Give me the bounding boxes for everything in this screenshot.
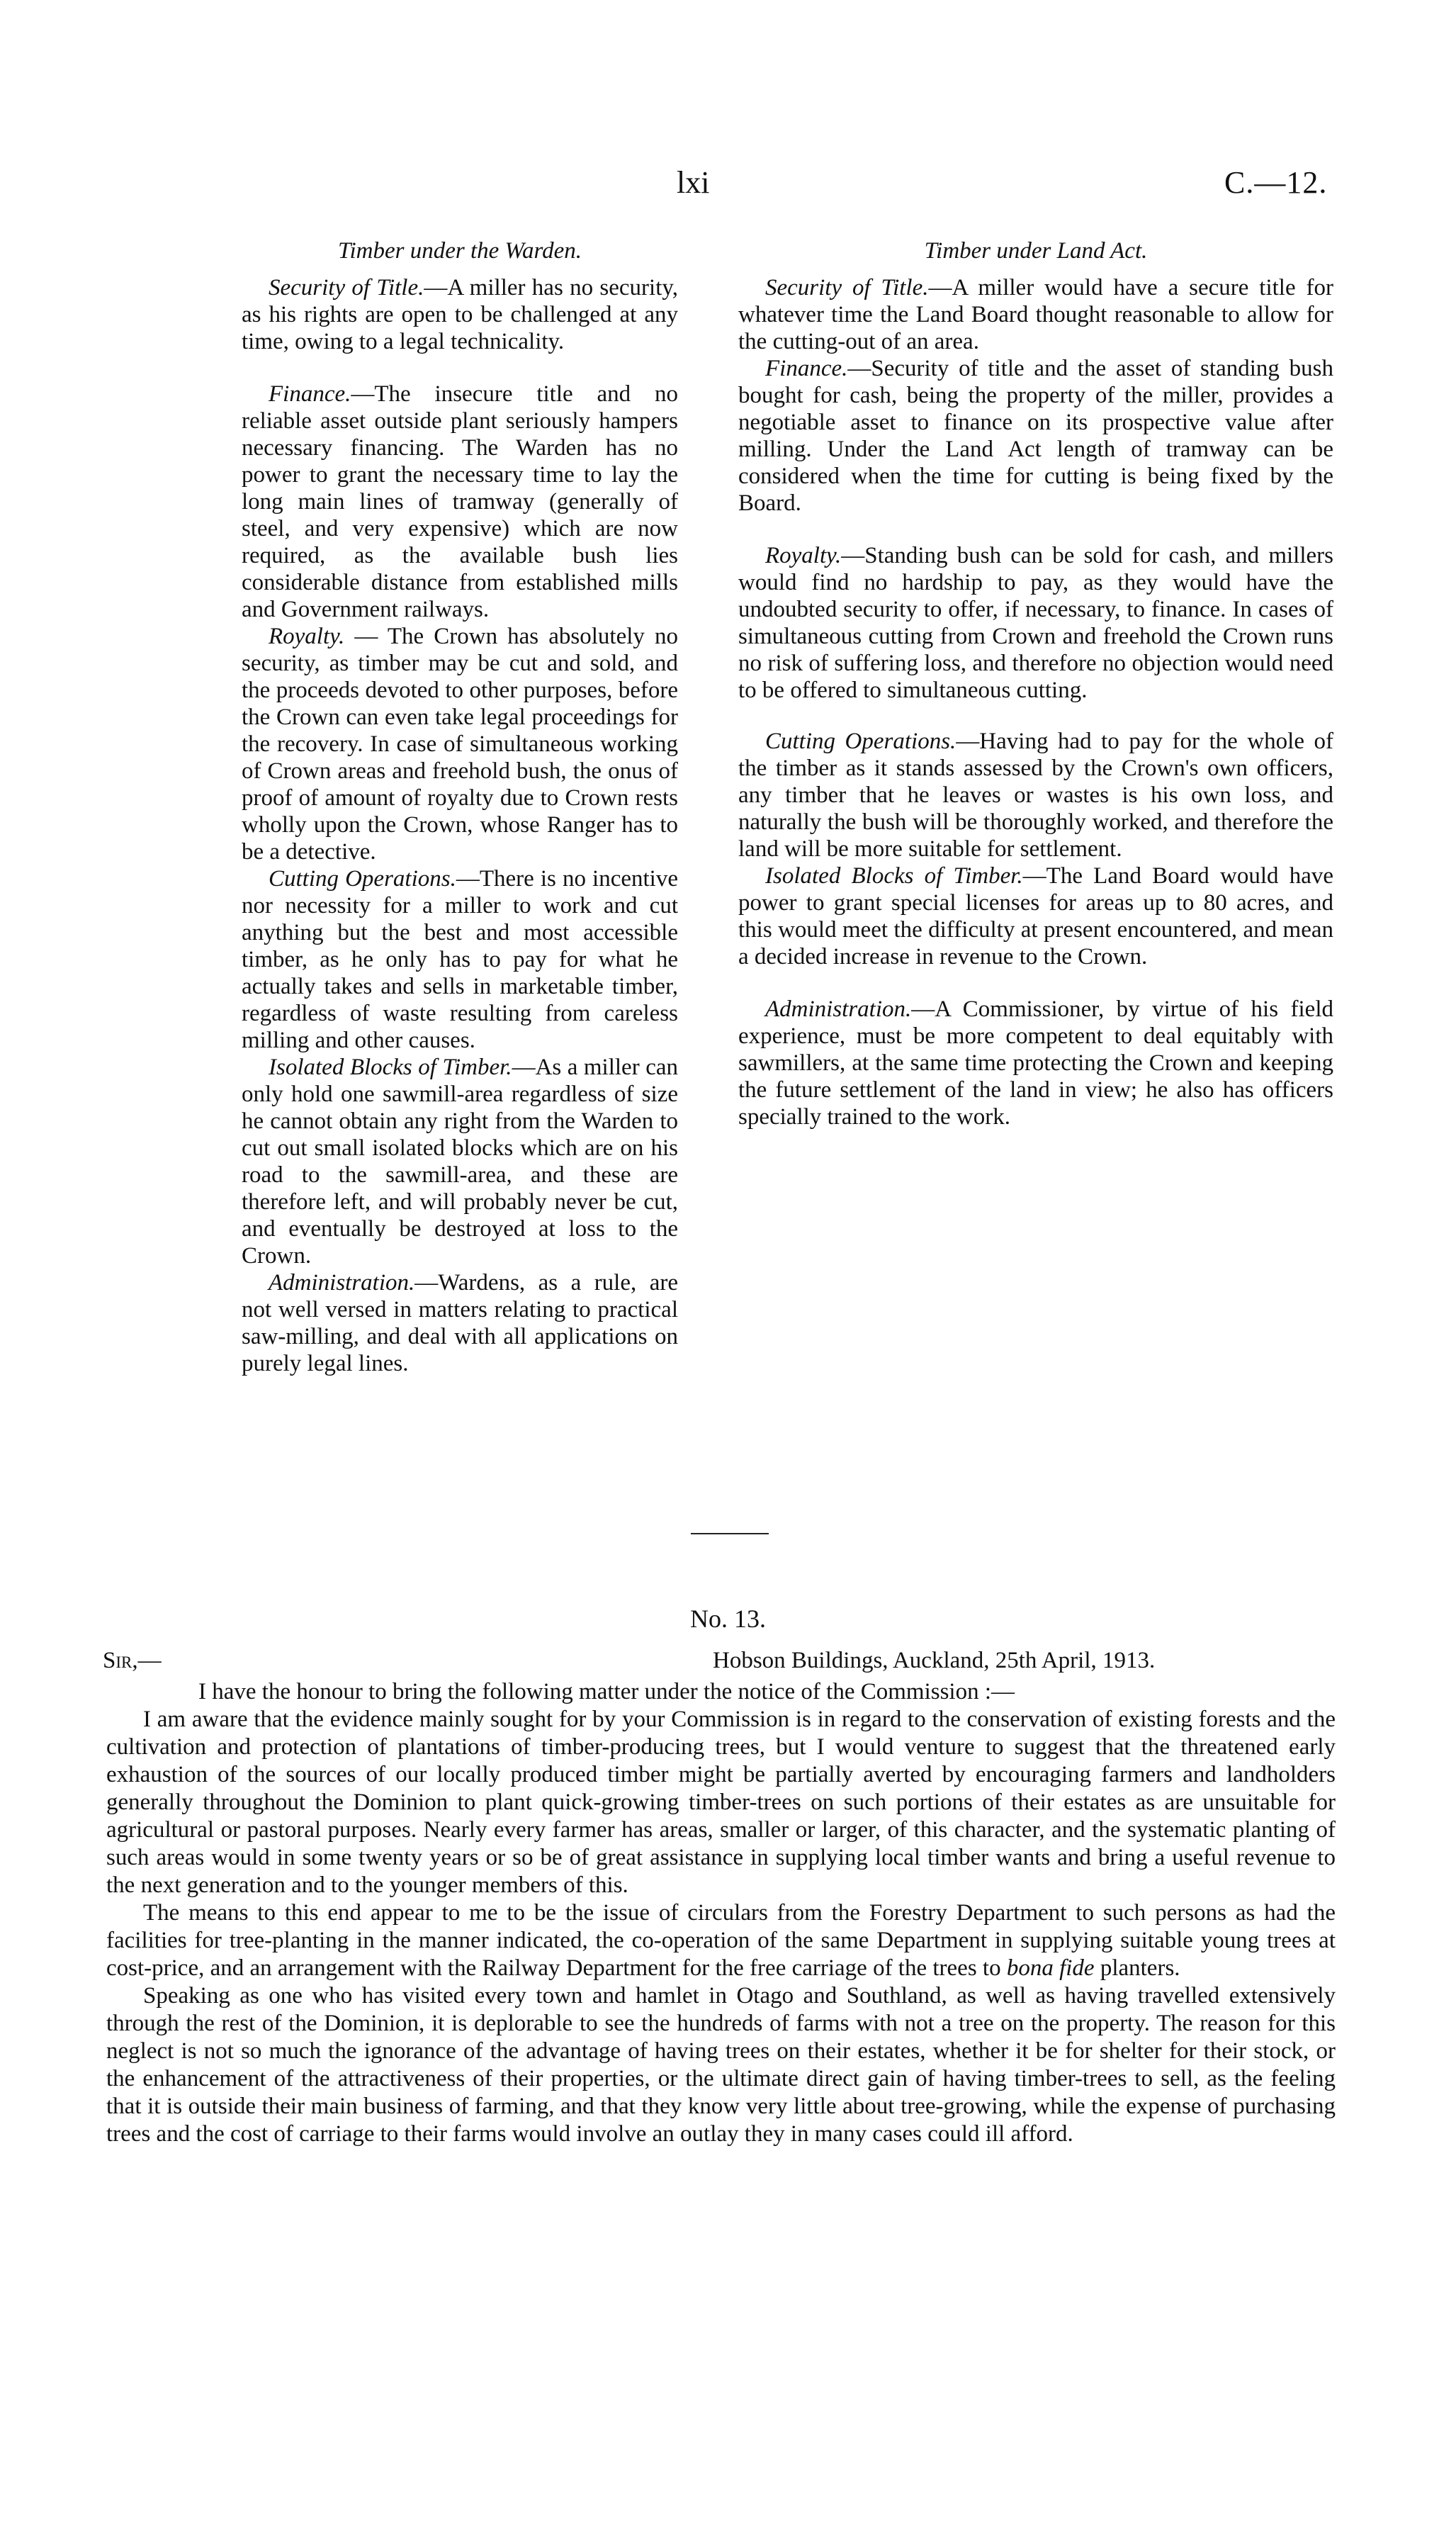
right-para-text: —Security of title and the asset of standing bush bought for cash, being the property of the miller, provides a negotiable asset to finance on its prospective value after milling. Under the Land Act length of tramway can be considered when the time for cutting is being fixed by the Board.: [738, 356, 1333, 516]
left-para-royalty: [242, 623, 678, 865]
right-para-title: Finance.: [765, 356, 848, 381]
left-para-title: Royalty.: [269, 624, 345, 649]
page-number: lxi: [677, 165, 710, 200]
letter-italic-phrase: bona fide: [1006, 1955, 1095, 1981]
left-para-security: [242, 274, 678, 355]
left-para-text: — The Crown has absolutely no security, as timber may be cut and sold, and the proceeds devoted to other purposes, before the Crown can even take legal proceedings for the recovery. In case of simultaneous working of Crown areas and freehold bush, the onus of proof of amount of royalty due to Crown rests wholly upon the Crown, whose Ranger has to be a detective.: [242, 624, 678, 865]
right-para-title: Royalty.: [765, 543, 842, 568]
letter-paragraph-text: planters.: [1094, 1955, 1180, 1981]
section-divider: [691, 1533, 769, 1534]
letter-salutation: Sir,—: [103, 1648, 162, 1673]
left-para-isolated: [242, 1054, 678, 1269]
letter-paragraph: I am aware that the evidence mainly sought for by your Commission is in regard to the conservation of existing forests and the cultivation and protection of plantations of timber-producing trees, but I would venture to suggest that the threatened early exhaustion of the sources of our locally produced timber might be partially averted by encouraging farmers and landholders generally throughout the Dominion to plant quick-growing timber-trees on such portions of their estates as are unsuitable for agricultural or pastoral purposes. Nearly every farmer has areas, smaller or larger, of this character, and the systematic planting of such areas would in some twenty years or so be of great assistance in supplying local timber wants and bring a useful revenue to the next generation and to the younger members of this.: [106, 1707, 1336, 1898]
document-reference: C.—12.: [1224, 165, 1328, 200]
letter-paragraph: Speaking as one who has visited every town and hamlet in Otago and Southland, as well as having travelled extensively through the rest of the Dominion, it is deplorable to see the hundreds of farms with not a tree on the property. The reason for this neglect is not so much the ignorance of the advantage of having trees on their estates, whether it be for shelter for their stock, or the enhancement of the attractiveness of their properties, or the ultimate direct gain of having timber-trees to sell, as the feeling that it is outside their main business of farming, and that they know very little about tree-growing, while the expense of purchasing trees and the cost of carriage to their farms would involve an outlay they in many cases could ill afford.: [106, 1983, 1336, 2147]
right-para-isolated: [738, 863, 1333, 970]
left-column: [242, 237, 678, 1377]
right-para-text: —A Commissioner, by virtue of his field experience, must be more competent to deal equitably with sawmillers, at the same time protecting the Crown and keeping the future settlement of the land in view; he also has officers specially trained to the work.: [738, 996, 1333, 1130]
letter-address: Hobson Buildings, Auckland, 25th April, 1913.: [713, 1648, 1156, 1673]
right-column-heading: Timber under Land Act.: [924, 238, 1148, 264]
right-para-royalty: [738, 542, 1333, 704]
right-para-text: —Having had to pay for the whole of the timber as it stands assessed by the Crown's own officers, any timber that he leaves or wastes is his own loss, and naturally the bush will be thoroughly worked, and therefore the land will be more suitable for settlement.: [738, 729, 1333, 862]
left-para-text: —As a miller can only hold one sawmill-area regardless of size he cannot obtain any right from the Warden to cut out small isolated blocks which are on his road to the sawmill-area, and these are therefore left, and will probably never be cut, and eventually be destroyed at loss to the Crown.: [242, 1055, 678, 1269]
right-para-text: —A miller would have a secure title for whatever time the Land Board thought reasonable to allow for the cutting-out of an area.: [738, 275, 1333, 354]
left-para-text: —Wardens, as a rule, are not well versed in matters relating to practical saw-milling, and deal with all applications on purely legal lines.: [242, 1270, 678, 1376]
letter-paragraph: [106, 1899, 1336, 1982]
right-para-security: [738, 274, 1333, 355]
letter-paragraph: I have the honour to bring the following matter under the notice of the Commission :—: [198, 1679, 1015, 1704]
left-para-text: —A miller has no security, as his rights are open to be challenged at any time, owing to a legal technicality.: [242, 275, 678, 354]
letter-number: No. 13.: [690, 1605, 766, 1633]
letter-paragraph-text: The means to this end appear to me to be the issue of circulars from the Forestry Department to such persons as had the facilities for tree-planting in the manner indicated, the co-operation of the same Department in supplying suitable young trees at cost-price, and an arrangement with the Railway Department for the free carriage of the trees to: [106, 1900, 1336, 1981]
left-para-text: —The insecure title and no reliable asset outside plant seriously hampers necessary financing. The Warden has no power to grant the necessary time to lay the long main lines of tramway (generally of steel, and very expensive) which are now required, as the available bush lies considerable distance from established mills and Government railways.: [242, 381, 678, 622]
right-para-cutting: [738, 728, 1333, 863]
left-column-heading: Timber under the Warden.: [337, 238, 582, 264]
right-para-title: Security of Title.: [765, 275, 929, 300]
left-para-title: Isolated Blocks of Timber.: [269, 1055, 512, 1080]
right-para-title: Isolated Blocks of Timber.: [765, 863, 1023, 889]
right-para-title: Cutting Operations.: [765, 729, 956, 754]
right-para-text: —Standing bush can be sold for cash, and millers would find no hardship to pay, as they would have the undoubted security to offer, if necessary, to finance. In cases of simultaneous cutting from Crown and freehold the Crown runs no risk of suffering loss, and therefore no objection would need to be offered to simultaneous cutting.: [738, 543, 1333, 703]
left-para-title: Security of Title.: [269, 275, 424, 300]
left-para-title: Cutting Operations.: [269, 866, 456, 892]
right-column: [738, 237, 1333, 1130]
left-para-text: —There is no incentive nor necessity for a miller to work and cut anything but the best and most accessible timber, as he only has to pay for what he actually takes and sells in marketable timber, regardless of waste resulting from careless milling and other causes.: [242, 866, 678, 1053]
letter-body: [106, 1678, 1336, 2148]
right-para-administration: [738, 996, 1333, 1130]
left-para-finance: [242, 381, 678, 623]
left-para-cutting: [242, 865, 678, 1054]
left-para-title: Finance.: [269, 381, 351, 407]
left-para-administration: [242, 1269, 678, 1377]
right-para-title: Administration.: [765, 996, 912, 1022]
right-para-text: —The Land Board would have power to grant special licenses for areas up to 80 acres, and this would meet the difficulty at present encountered, and mean a decided increase in revenue to the Crown.: [738, 863, 1333, 970]
left-para-title: Administration.: [269, 1270, 415, 1296]
right-para-finance: [738, 355, 1333, 517]
